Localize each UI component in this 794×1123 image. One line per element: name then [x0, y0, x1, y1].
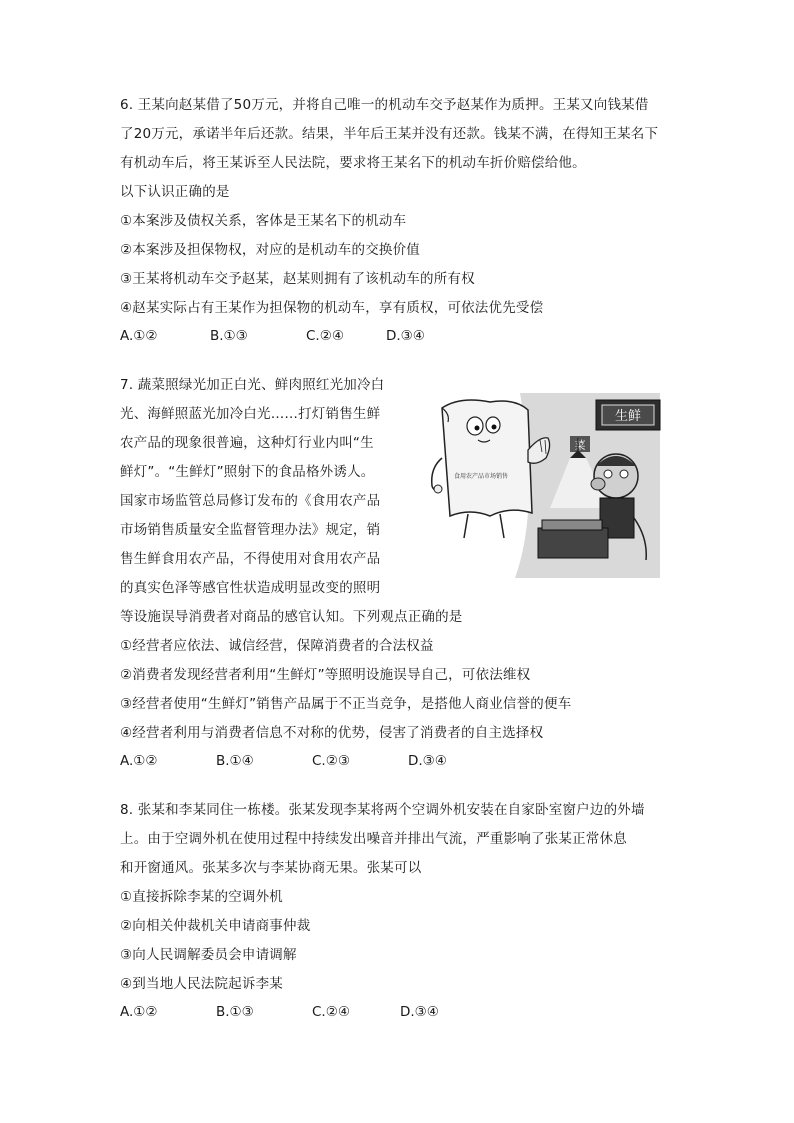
q7-option-b[interactable]: B.①④ [216, 753, 254, 769]
q8-stem-line: 和开窗通风。张某多次与李某协商无果。张某可以 [120, 860, 422, 876]
q7-stem-line: 的真实色泽等感官性状造成明显改变的照明 [120, 580, 381, 596]
q7-option-a[interactable]: A.①② [120, 753, 158, 769]
q7-statement-1: ①经营者应依法、诚信经营，保障消费者的合法权益 [120, 638, 434, 654]
q7-stem-line: 售生鲜食用农产品，不得使用对食用农产品 [120, 551, 381, 567]
q7-option-d[interactable]: D.③④ [408, 753, 447, 769]
q6-option-c[interactable]: C.②④ [306, 328, 344, 344]
q6-stem-line: 有机动车后，将王某诉至人民法院，要求将王某名下的机动车折价赔偿给他。 [120, 155, 586, 171]
q6-statement-3: ③王某将机动车交予赵某，赵某则拥有了该机动车的所有权 [120, 271, 475, 287]
q7-stem-line: 市场销售质量安全监督管理办法》规定，销 [120, 522, 381, 538]
q8-statement-4: ④到当地人民法院起诉李某 [120, 976, 284, 992]
q8-stem-line: 上。由于空调外机在使用过程中持续发出噪音并排出气流，严重影响了张某正常休息 [120, 831, 627, 847]
q7-stem-line: 国家市场监管总局修订发布的《食用农产品 [120, 493, 381, 509]
q6-option-a[interactable]: A.①② [120, 328, 158, 344]
regulation-paper [442, 400, 532, 516]
q7-stem-line: 光、海鲜照蓝光加冷白光……打灯销售生鲜 [120, 406, 381, 422]
q8-option-d[interactable]: D.③④ [400, 1004, 439, 1020]
q8-option-c[interactable]: C.②④ [312, 1004, 350, 1020]
fresh-sign-text: 生鲜 [614, 409, 642, 424]
q6-statement-1: ①本案涉及债权关系，客体是王某名下的机动车 [120, 213, 407, 229]
q6-prompt: 以下认识正确的是 [120, 184, 230, 200]
q8-statement-1: ①直接拆除李某的空调外机 [120, 889, 284, 905]
q6-stem-line: 6. 王某向赵某借了50万元，并将自己唯一的机动车交予赵某作为质押。王某又向钱某借 [120, 97, 649, 113]
q8-stem-line: 8. 张某和李某同住一栋楼。张某发现李某将两个空调外机安装在自家卧室窗户边的外墙 [120, 802, 645, 818]
vegetable-tag-text: 菜 [574, 439, 586, 452]
q7-stem-line: 7. 蔬菜照绿光加正白光、鲜肉照红光加冷白 [120, 377, 385, 393]
vendor-counter [538, 528, 608, 558]
q7-statement-2: ②消费者发现经营者利用“生鲜灯”等照明设施误导自己，可依法维权 [120, 667, 531, 683]
paper-eye-icon [467, 417, 483, 435]
paper-caption: 食用农产品市场销售 [454, 473, 509, 480]
q6-stem-line: 了20万元，承诺半年后还款。结果，半年后王某并没有还款。钱某不满，在得知王某名下 [120, 126, 659, 142]
q6-option-d[interactable]: D.③④ [386, 328, 425, 344]
q8-statement-3: ③向人民调解委员会申请调解 [120, 947, 297, 963]
q7-statement-4: ④经营者利用与消费者信息不对称的优势，侵害了消费者的自主选择权 [120, 725, 544, 741]
q7-option-c[interactable]: C.②③ [312, 753, 350, 769]
q6-statement-2: ②本案涉及担保物权，对应的是机动车的交换价值 [120, 242, 421, 258]
q8-option-b[interactable]: B.①③ [216, 1004, 254, 1020]
q6-option-b[interactable]: B.①③ [210, 328, 248, 344]
q8-option-a[interactable]: A.①② [120, 1004, 158, 1020]
q8-statement-2: ②向相关仲裁机关申请商事仲裁 [120, 918, 311, 934]
q6-statement-4: ④赵某实际占有王某作为担保物的机动车，享有质权，可依法优先受偿 [120, 300, 544, 316]
fresh-light-cartoon-illustration [420, 388, 670, 583]
q7-stem-line: 农产品的现象很普遍，这种灯行业内叫“生 [120, 435, 374, 451]
q7-prompt: 等设施误导消费者对商品的感官认知。下列观点正确的是 [120, 609, 463, 625]
q7-statement-3: ③经营者使用“生鲜灯”销售产品属于不正当竞争，是搭他人商业信誉的便车 [120, 696, 572, 712]
q7-stem-line: 鲜灯”。“生鲜灯”照射下的食品格外诱人。 [120, 464, 375, 480]
